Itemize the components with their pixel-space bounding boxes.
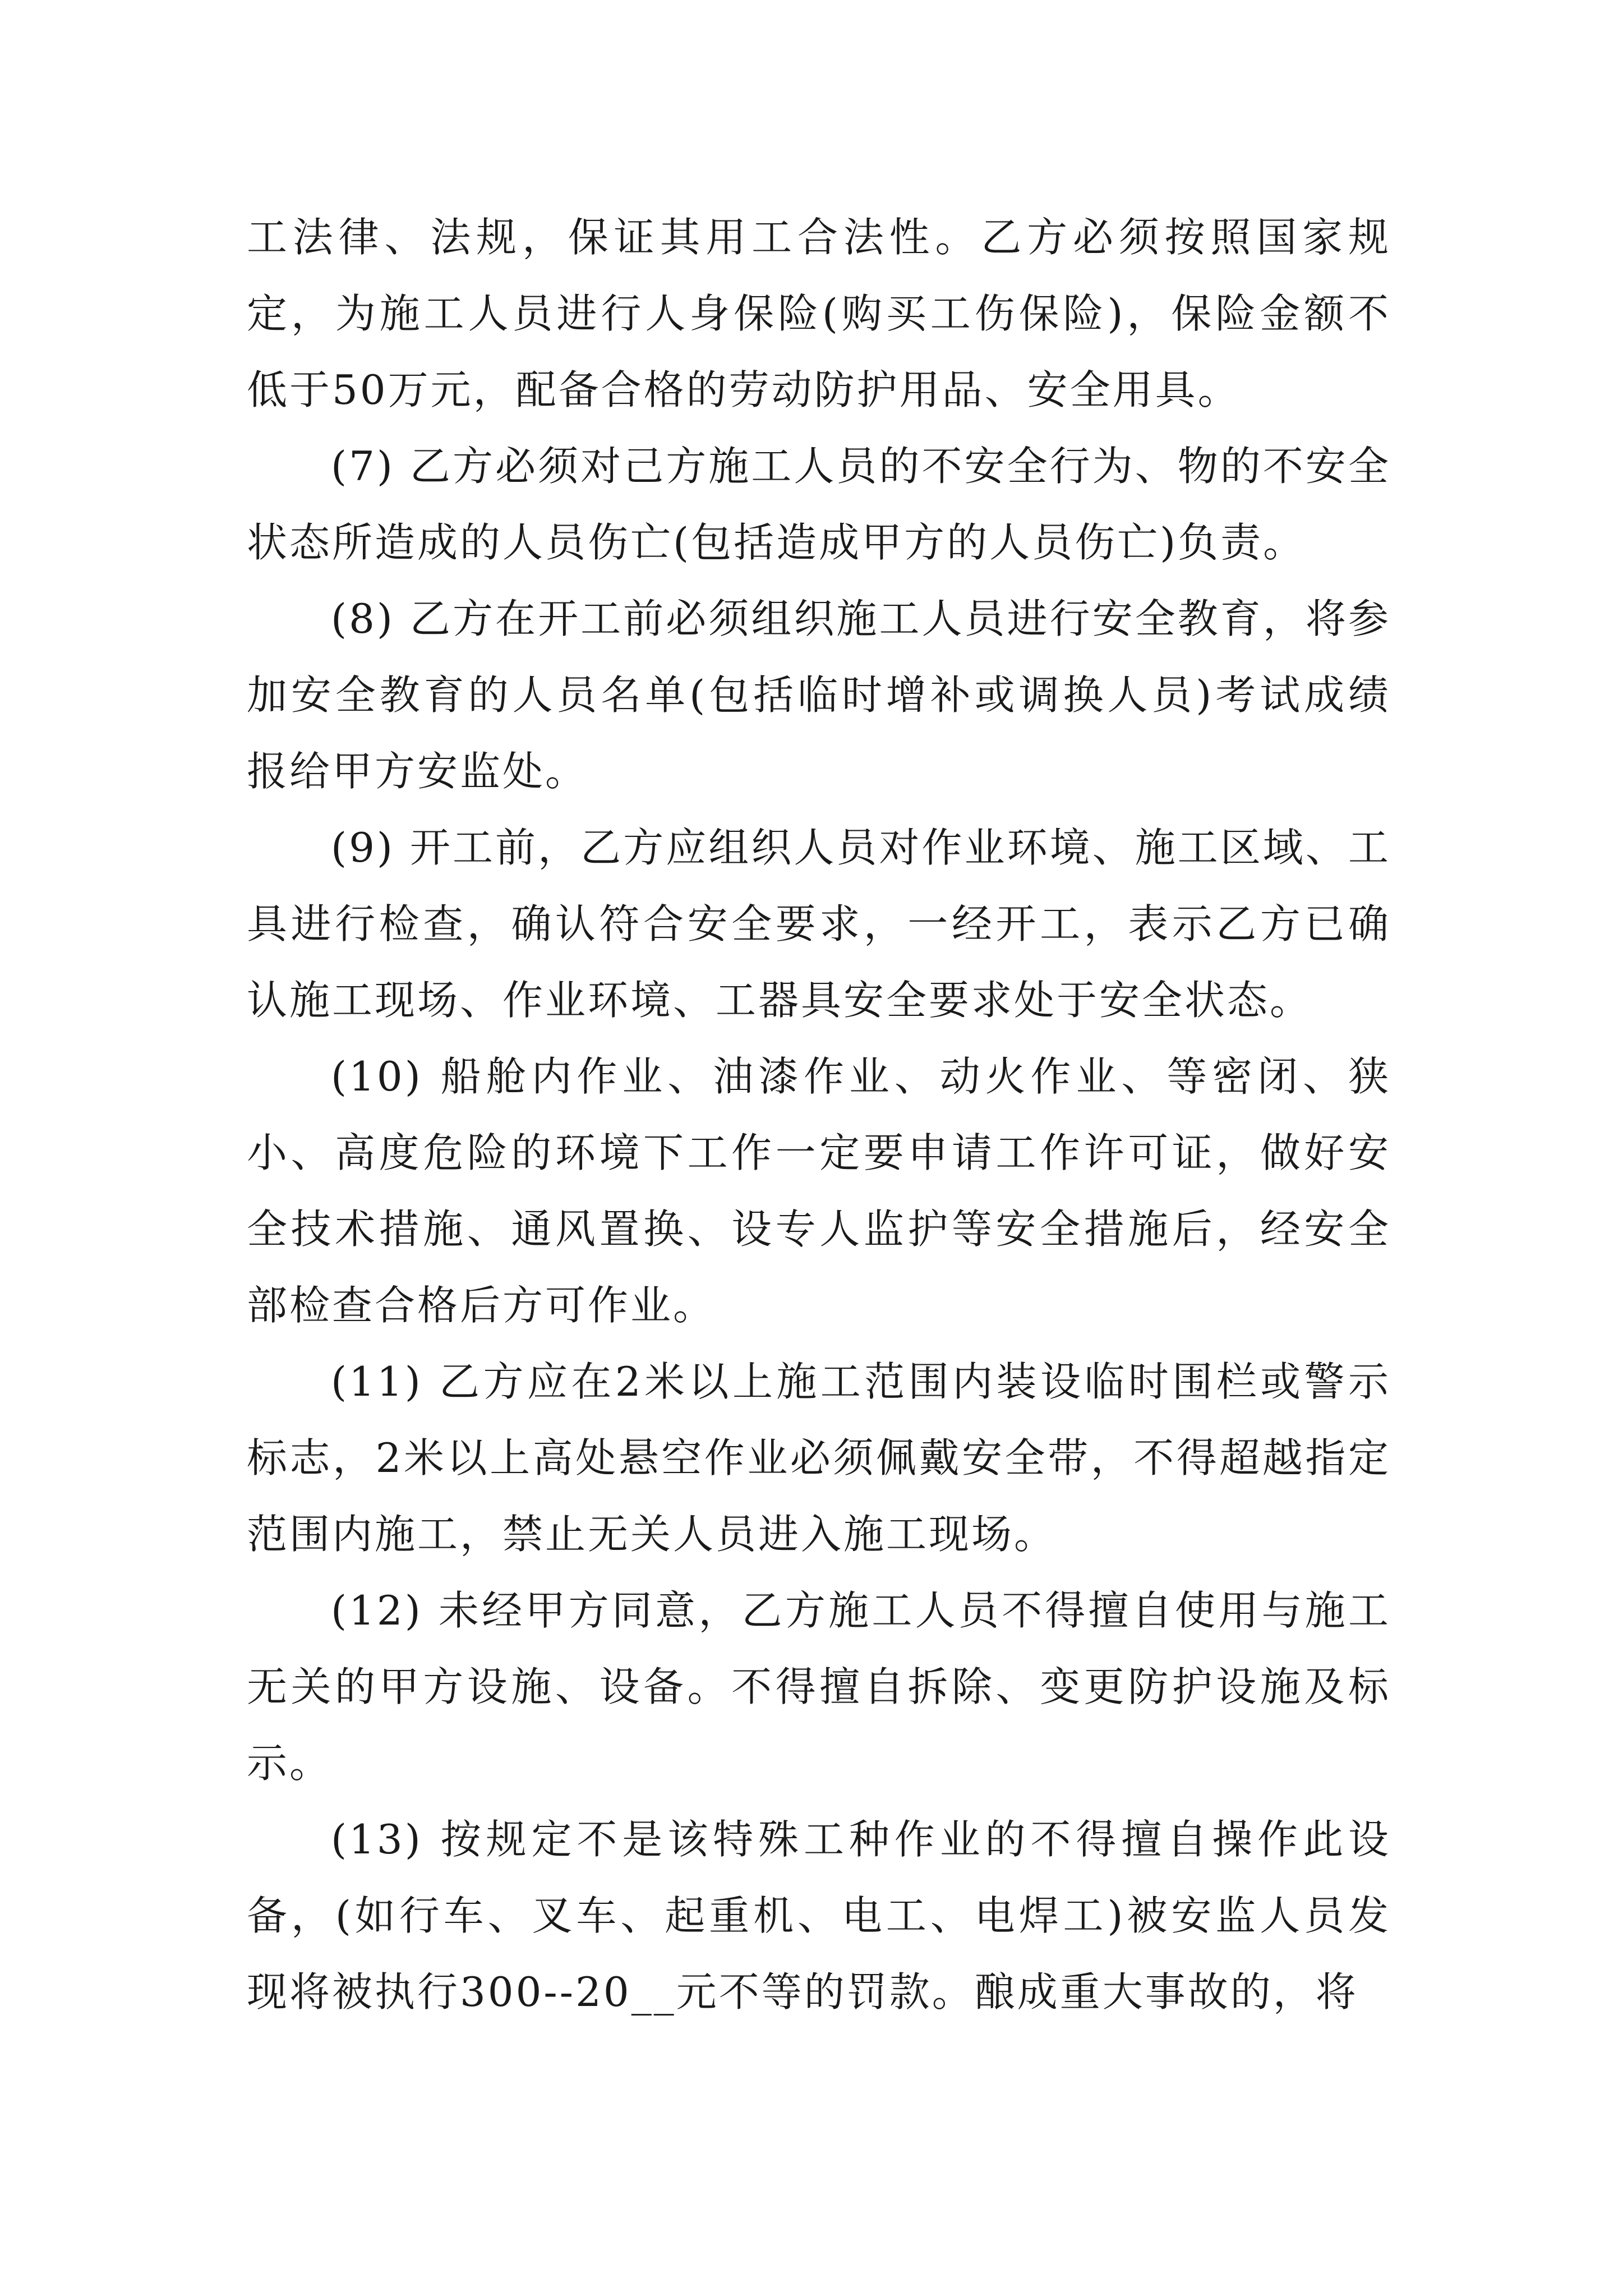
paragraph-item-8: (8) 乙方在开工前必须组织施工人员进行安全教育，将参加安全教育的人员名单(包括临时增补或调换人员)考试成绩报给甲方安监处。	[247, 595, 1391, 795]
paragraph-item-12: (12) 未经甲方同意，乙方施工人员不得擅自使用与施工无关的甲方设施、设备。不得擅自拆除、变更防护设施及标示。	[247, 1587, 1391, 1787]
paragraph-item-9: (9) 开工前，乙方应组织人员对作业环境、施工区域、工具进行检查，确认符合安全要求，一经开工，表示乙方已确认施工现场、作业环境、工器具安全要求处于安全状态。	[247, 824, 1391, 1024]
paragraph-continuation: 工法律、法规，保证其用工合法性。乙方必须按照国家规定，为施工人员进行人身保险(购买工伤保险)，保险金额不低于50万元，配备合格的劳动防护用品、安全用具。	[247, 214, 1391, 413]
paragraph-item-11: (11) 乙方应在2米以上施工范围内装设临时围栏或警示标志，2米以上高处悬空作业必须佩戴安全带，不得超越指定范围内施工，禁止无关人员进入施工现场。	[247, 1358, 1391, 1558]
paragraph-item-7: (7) 乙方必须对己方施工人员的不安全行为、物的不安全状态所造成的人员伤亡(包括造成甲方的人员伤亡)负责。	[247, 443, 1391, 566]
paragraph-item-10: (10) 船舱内作业、油漆作业、动火作业、等密闭、狭小、高度危险的环境下工作一定要申请工作许可证，做好安全技术措施、通风置换、设专人监护等安全措施后，经安全部检查合格后方可作业。	[247, 1053, 1391, 1329]
document-body	[247, 199, 1391, 2030]
paragraph-item-13: (13) 按规定不是该特殊工种作业的不得擅自操作此设备，(如行车、叉车、起重机、电工、电焊工)被安监人员发现将被执行300--20__元不等的罚款。酿成重大事故的，将	[247, 1816, 1391, 2016]
